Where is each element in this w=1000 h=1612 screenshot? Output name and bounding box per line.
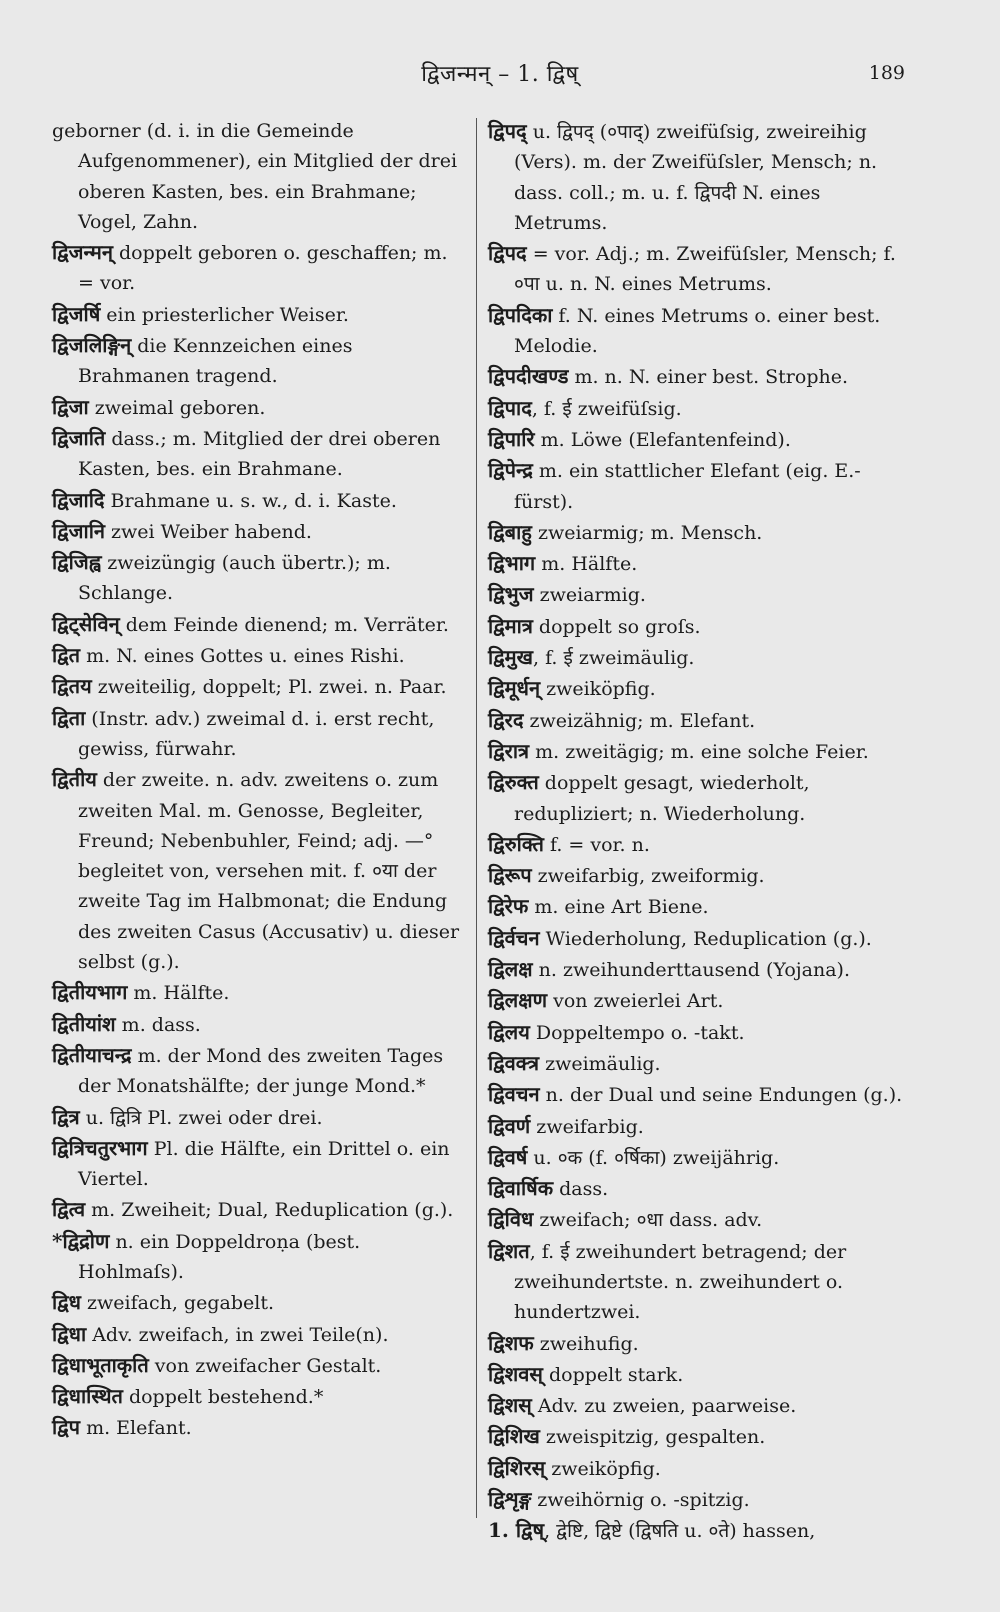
dictionary-entry bbox=[488, 611, 906, 642]
entry-headword: द्विशत bbox=[488, 1238, 530, 1263]
running-head: द्विजन्मन् – 1. द्विष् bbox=[421, 62, 579, 87]
entry-headword: द्विशिरस् bbox=[488, 1455, 546, 1480]
entry-definition: doppelt so groſs. bbox=[532, 615, 701, 638]
entry-definition: f. = vor. n. bbox=[543, 833, 650, 856]
entry-headword: द्विता bbox=[52, 705, 86, 730]
entry-definition: zweifarbig. bbox=[530, 1115, 644, 1138]
entry-headword: द्विशवस् bbox=[488, 1361, 543, 1386]
dictionary-entry bbox=[52, 330, 462, 392]
dictionary-entry bbox=[52, 299, 462, 330]
entry-definition: Pl. die Hälfte, ein Drittel o. ein Viertel. bbox=[78, 1137, 450, 1191]
entry-headword: 1. द्विष् bbox=[488, 1518, 545, 1543]
entry-headword: द्वित्व bbox=[52, 1197, 86, 1222]
dictionary-entry bbox=[52, 1412, 462, 1443]
entry-definition: der zweite. n. adv. zweitens o. zum zweiten Mal. m. Genosse, Begleiter, Freund; Nebenbuhler, Feind; adj. —° begleitet von, versehen mit. f. ०या der zweite Tag im Halbmonat; die Endung des zweiten Casus (Accusativ) u. dieser selbst (g.). bbox=[78, 769, 460, 974]
dictionary-entry bbox=[488, 1236, 906, 1328]
entry-headword: द्विवर्ष bbox=[488, 1144, 528, 1169]
entry-definition: die Kennzeichen eines Brahmanen tragend. bbox=[78, 335, 353, 388]
dictionary-entry bbox=[52, 1381, 462, 1412]
entry-headword: द्विबाहु bbox=[488, 519, 532, 544]
entry-headword: द्विजन्मन् bbox=[52, 240, 113, 265]
entry-headword: द्वित्रिचतुरभाग bbox=[52, 1135, 148, 1160]
column-divider bbox=[476, 118, 477, 1518]
entry-headword: द्विजा bbox=[52, 394, 89, 419]
dictionary-entry bbox=[488, 1048, 906, 1079]
entry-definition: dass.; m. Mitglied der drei oberen Kasten, bes. ein Brahmane. bbox=[78, 427, 441, 481]
entry-headword: द्विपद bbox=[488, 241, 527, 266]
entry-headword: द्विधाभूताकृति bbox=[52, 1352, 149, 1377]
entry-definition: doppelt stark. bbox=[542, 1363, 684, 1386]
entry-headword: द्विरुक्त bbox=[488, 770, 539, 795]
entry-definition: Adv. zweifach, in zwei Teile(n). bbox=[86, 1323, 389, 1346]
entry-definition: geborner (d. i. in die Gemeinde Aufgenommener), ein Mitglied der drei oberen Kasten, bes. ein Brahmane; Vogel, Zahn. bbox=[52, 120, 458, 233]
dictionary-entry bbox=[52, 609, 462, 640]
entry-definition: , f. ई zweifüſsig. bbox=[531, 397, 682, 420]
dictionary-entry bbox=[52, 1102, 462, 1133]
dictionary-entry bbox=[488, 985, 906, 1016]
entry-headword: द्वितीयभाग bbox=[52, 980, 128, 1005]
dictionary-entry bbox=[52, 547, 462, 609]
entry-definition: von zweifacher Gestalt. bbox=[148, 1354, 382, 1377]
entry-definition: zweiarmig; m. Mensch. bbox=[531, 521, 763, 544]
dictionary-entry bbox=[52, 1226, 462, 1288]
dictionary-entry bbox=[488, 517, 906, 548]
entry-headword: द्विपेन्द्र bbox=[488, 458, 533, 483]
dictionary-entry bbox=[52, 237, 462, 299]
entry-headword: द्विपारि bbox=[488, 426, 535, 451]
entry-definition: Wiederholung, Reduplication (g.). bbox=[539, 927, 872, 950]
entry-definition: u. ०क (f. ०र्षिका) zweijährig. bbox=[527, 1146, 780, 1169]
entry-definition: m. n. N. einer best. Strophe. bbox=[568, 366, 848, 389]
dictionary-entry bbox=[488, 579, 906, 610]
entry-headword: द्विलक्षण bbox=[488, 988, 548, 1013]
entry-definition: , f. ई zweihundert betragend; der zweihundertste. n. zweihundert o. hundertzwei. bbox=[514, 1240, 847, 1324]
dictionary-entry bbox=[488, 300, 906, 362]
entry-definition: dass. bbox=[553, 1178, 609, 1201]
entry-definition: n. ein Doppeldroṇa (best. Hohlmaſs). bbox=[78, 1230, 361, 1283]
entry-headword: द्विमात्र bbox=[488, 613, 533, 638]
dictionary-entry bbox=[52, 977, 462, 1008]
entry-definition: zweihörnig o. -spitzig. bbox=[531, 1489, 750, 1512]
entry-definition: dem Feinde dienend; m. Verräter. bbox=[119, 613, 449, 636]
dictionary-entry bbox=[488, 891, 906, 922]
entry-definition: m. Hälfte. bbox=[535, 553, 638, 576]
entry-headword: द्विरेफ bbox=[488, 894, 529, 919]
entry-headword: द्विभाग bbox=[488, 551, 536, 576]
dictionary-entry bbox=[488, 642, 906, 673]
entry-definition: m. Elefant. bbox=[80, 1417, 192, 1440]
dictionary-entry bbox=[52, 392, 462, 423]
entry-definition: u. द्वित्रि Pl. zwei oder drei. bbox=[79, 1106, 323, 1129]
entry-definition: zweispitzig, gespalten. bbox=[539, 1426, 766, 1449]
dictionary-entry bbox=[488, 705, 906, 736]
dictionary-entry bbox=[488, 1142, 906, 1173]
entry-headword: द्विधा bbox=[52, 1321, 87, 1346]
entry-definition: zweiköpfig. bbox=[545, 1457, 661, 1480]
entry-definition: m. zweitägig; m. eine solche Feier. bbox=[529, 740, 869, 763]
dictionary-entry bbox=[52, 1133, 462, 1195]
entry-headword: द्विधास्थित bbox=[52, 1384, 123, 1409]
dictionary-entry bbox=[488, 1390, 906, 1421]
entry-definition: zweiteilig, doppelt; Pl. zwei. n. Paar. bbox=[91, 676, 447, 699]
entry-headword: द्विजानि bbox=[52, 518, 105, 543]
entry-headword: द्वितीयांश bbox=[52, 1011, 116, 1036]
entry-definition: zweizähnig; m. Elefant. bbox=[523, 709, 756, 732]
dictionary-entry bbox=[52, 485, 462, 516]
dictionary-entry bbox=[52, 423, 462, 485]
entry-headword: द्विजिह्व bbox=[52, 550, 102, 575]
entry-headword: द्विरूप bbox=[488, 863, 532, 888]
dictionary-entry bbox=[52, 1009, 462, 1040]
entry-definition: , द्वेष्टि, द्विष्टे (द्विषति u. ०ते) hassen, bbox=[544, 1520, 816, 1543]
entry-headword: द्विजलिङ्गिन् bbox=[52, 333, 132, 358]
entry-headword: द्विध bbox=[52, 1290, 81, 1315]
dictionary-entry bbox=[52, 1194, 462, 1225]
dictionary-entry bbox=[488, 1453, 906, 1484]
entry-headword: द्विवचन bbox=[488, 1082, 540, 1107]
dictionary-entry bbox=[488, 455, 906, 517]
dictionary-entry bbox=[488, 1079, 906, 1110]
dictionary-entry bbox=[488, 954, 906, 985]
entry-definition: doppelt bestehend.* bbox=[122, 1386, 324, 1409]
entry-headword: द्विपदीखण्ड bbox=[488, 364, 569, 389]
entry-headword: द्वितय bbox=[52, 674, 92, 699]
dictionary-entry bbox=[488, 1111, 906, 1142]
entry-definition: ein priesterlicher Weiser. bbox=[100, 303, 349, 326]
dictionary-entry bbox=[488, 673, 906, 704]
entry-definition: m. Hälfte. bbox=[127, 982, 230, 1005]
entry-definition: zweimal geboren. bbox=[88, 396, 266, 419]
dictionary-entry bbox=[488, 1173, 906, 1204]
entry-definition: Brahmane u. s. w., d. i. Kaste. bbox=[104, 489, 397, 512]
dictionary-entry bbox=[52, 1350, 462, 1381]
dictionary-entry bbox=[488, 1017, 906, 1048]
dictionary-entry bbox=[488, 1328, 906, 1359]
dictionary-entry bbox=[488, 361, 906, 392]
entry-definition: zwei Weiber habend. bbox=[104, 520, 312, 543]
entry-headword: द्विप bbox=[52, 1415, 81, 1440]
dictionary-entry bbox=[488, 1515, 906, 1546]
dictionary-entry bbox=[488, 548, 906, 579]
entry-definition: m. der Mond des zweiten Tages der Monatshälfte; der junge Mond.* bbox=[78, 1044, 444, 1098]
entry-definition: u. द्विपद् (०पाद्) zweifüſsig, zweireihig (Vers). m. der Zweifüſsler, Mensch; n. dass. coll.; m. u. f. द्विपदी N. eines Metrums. bbox=[514, 121, 878, 234]
entry-headword: द्विवार्षिक bbox=[488, 1176, 554, 1201]
entry-definition: m. Löwe (Elefantenfeind). bbox=[534, 428, 791, 451]
dictionary-entry bbox=[488, 1484, 906, 1515]
entry-headword: द्विरात्र bbox=[488, 738, 530, 763]
entry-headword: द्विवक्त्र bbox=[488, 1050, 540, 1075]
entry-definition: n. zweihunderttausend (Yojana). bbox=[532, 959, 850, 982]
page-number: 189 bbox=[868, 62, 905, 84]
dictionary-entry bbox=[488, 860, 906, 891]
entry-definition: m. dass. bbox=[115, 1013, 201, 1036]
entry-definition: zweizüngig (auch übertr.); m. Schlange. bbox=[78, 552, 391, 605]
entry-headword: द्विभुज bbox=[488, 582, 534, 607]
entry-definition: Doppeltempo o. -takt. bbox=[529, 1021, 745, 1044]
dictionary-entry bbox=[488, 1421, 906, 1452]
entry-definition: zweifach; ०धा dass. adv. bbox=[533, 1209, 763, 1232]
entry-definition: m. ein stattlicher Elefant (eig. E.-fürst). bbox=[514, 460, 861, 513]
dictionary-entry bbox=[488, 829, 906, 860]
entry-definition: m. N. eines Gottes u. eines Rishi. bbox=[80, 645, 405, 668]
dictionary-entry bbox=[488, 238, 906, 300]
entry-headword: द्विविध bbox=[488, 1207, 534, 1232]
dictionary-entry bbox=[52, 116, 462, 237]
left-column bbox=[52, 116, 462, 1444]
dictionary-entry bbox=[52, 640, 462, 671]
entry-headword: *द्विद्रोण bbox=[52, 1228, 110, 1253]
entry-definition: zweimäulig. bbox=[539, 1052, 661, 1075]
entry-headword: द्वितीय bbox=[52, 767, 97, 792]
entry-headword: द्वित bbox=[52, 643, 81, 668]
entry-headword: द्विपद् bbox=[488, 119, 527, 143]
dictionary-entry bbox=[488, 736, 906, 767]
entry-definition: zweiköpfig. bbox=[540, 678, 656, 701]
dictionary-entry bbox=[52, 671, 462, 702]
entry-definition: (Instr. adv.) zweimal d. i. erst recht, gewiss, fürwahr. bbox=[78, 707, 435, 760]
dictionary-entry bbox=[488, 116, 906, 238]
entry-headword: द्वितीयाचन्द्र bbox=[52, 1042, 132, 1067]
entry-headword: द्विशिख bbox=[488, 1424, 540, 1449]
dictionary-entry bbox=[52, 1287, 462, 1318]
entry-definition: , f. ई zweimäulig. bbox=[533, 647, 695, 670]
entry-headword: द्विट्सेविन् bbox=[52, 611, 120, 636]
entry-headword: द्विमूर्धन् bbox=[488, 676, 541, 701]
entry-headword: द्विलक्ष bbox=[488, 957, 533, 982]
entry-headword: द्वित्र bbox=[52, 1104, 80, 1129]
dictionary-entry bbox=[488, 393, 906, 424]
entry-definition: doppelt geboren o. geschaffen; m. = vor. bbox=[78, 242, 448, 295]
right-column bbox=[488, 116, 906, 1547]
entry-headword: द्विपाद bbox=[488, 395, 532, 420]
dictionary-entry bbox=[488, 424, 906, 455]
entry-headword: द्विजाति bbox=[52, 425, 106, 450]
entry-definition: = vor. Adj.; m. Zweifüſsler, Mensch; f. ०पा u. n. N. eines Metrums. bbox=[514, 243, 896, 296]
entry-definition: Adv. zu zweien, paarweise. bbox=[531, 1395, 797, 1418]
entry-headword: द्विजर्षि bbox=[52, 301, 101, 326]
dictionary-entry bbox=[488, 1204, 906, 1235]
entry-definition: n. der Dual und seine Endungen (g.). bbox=[539, 1084, 903, 1107]
entry-definition: doppelt gesagt, wiederholt, redupliziert; n. Wiederholung. bbox=[514, 772, 810, 825]
entry-headword: द्विवर्ण bbox=[488, 1113, 531, 1138]
dictionary-entry bbox=[52, 1040, 462, 1102]
entry-headword: द्विशृङ्ग bbox=[488, 1487, 532, 1512]
entry-headword: द्विरद bbox=[488, 707, 524, 732]
dictionary-entry bbox=[52, 1319, 462, 1350]
entry-headword: द्विशफ bbox=[488, 1330, 534, 1355]
entry-definition: von zweierlei Art. bbox=[547, 990, 724, 1013]
entry-definition: m. Zweiheit; Dual, Reduplication (g.). bbox=[85, 1199, 454, 1222]
entry-definition: zweifarbig, zweiformig. bbox=[531, 865, 765, 888]
entry-headword: द्विमुख bbox=[488, 645, 533, 670]
entry-headword: द्विशस् bbox=[488, 1393, 532, 1418]
entry-headword: द्विजादि bbox=[52, 487, 105, 512]
dictionary-entry bbox=[488, 1359, 906, 1390]
entry-headword: द्विरुक्ति bbox=[488, 831, 544, 856]
dictionary-entry bbox=[52, 516, 462, 547]
entry-definition: zweifach, gegabelt. bbox=[80, 1292, 274, 1315]
entry-definition: zweiarmig. bbox=[533, 584, 646, 607]
entry-headword: द्विलय bbox=[488, 1019, 530, 1044]
entry-headword: द्विपदिका bbox=[488, 302, 553, 327]
dictionary-entry bbox=[488, 923, 906, 954]
dictionary-entry bbox=[52, 703, 462, 765]
entry-definition: m. eine Art Biene. bbox=[528, 896, 709, 919]
dictionary-entry bbox=[488, 767, 906, 829]
entry-headword: द्विर्वचन bbox=[488, 925, 540, 950]
dictionary-entry bbox=[52, 764, 462, 977]
entry-definition: f. N. eines Metrums o. einer best. Melodie. bbox=[514, 304, 881, 358]
entry-definition: zweihufig. bbox=[533, 1332, 639, 1355]
